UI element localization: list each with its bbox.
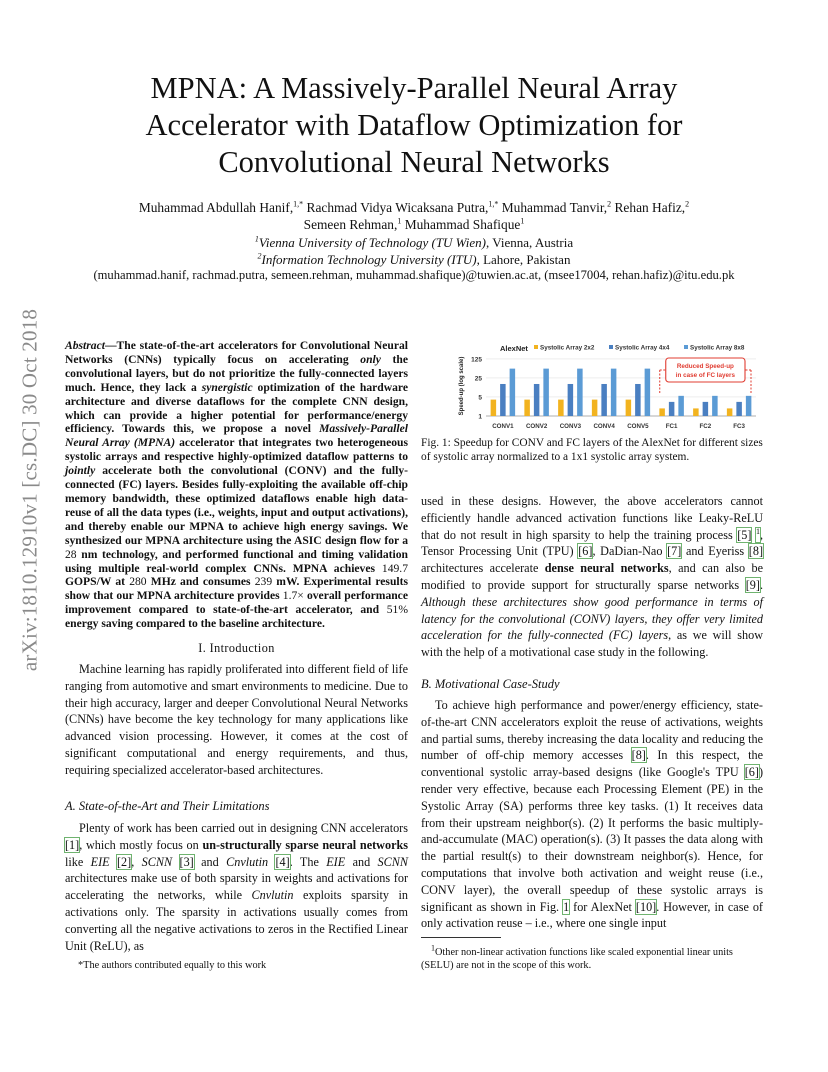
x-tick-label: CONV2	[525, 423, 548, 430]
bar	[626, 400, 632, 416]
bar	[746, 396, 752, 416]
title-line: MPNA: A Massively-Parallel Neural Array	[150, 71, 678, 105]
author-sup: 2	[685, 199, 690, 209]
bar	[635, 384, 641, 416]
x-tick-label: CONV4	[593, 423, 615, 430]
paper-title	[92, 70, 736, 181]
affiliation-1	[60, 234, 768, 251]
bar	[601, 384, 607, 416]
bar	[500, 384, 506, 416]
footnote-rule	[421, 937, 501, 938]
author-sup: 1,*	[293, 199, 304, 209]
figure-1	[454, 336, 764, 436]
subsection-title-a: A. State-of-the-Art and Their Limitations	[65, 799, 270, 813]
aff-location: , Vienna, Austria	[486, 235, 574, 250]
bar	[645, 369, 651, 416]
x-tick-label: FC2	[699, 423, 712, 430]
title-line: Accelerator with Dataflow Optimization for	[145, 108, 683, 142]
author-sup: 1	[520, 216, 525, 226]
bar	[659, 408, 665, 416]
author-name: Muhammad Abdullah Hanif,	[138, 200, 294, 215]
author-name: Rehan Hafiz,	[614, 200, 686, 215]
bar	[736, 402, 742, 416]
y-tick-label: 25	[474, 375, 482, 383]
bar	[611, 369, 617, 416]
y-tick-label: 125	[471, 356, 482, 364]
bar	[727, 408, 733, 416]
chart-title: AlexNet	[500, 344, 528, 353]
affiliation-2	[60, 251, 768, 268]
abstract-label: Abstract	[65, 339, 105, 352]
aff-location: , Lahore, Pakistan	[476, 252, 571, 267]
intro-paragraph: Machine learning has rapidly proliferated into different field of life ranging from automotive and smart environments to medicine. Due to their high accuracy, larger and deeper Convolutional Neural Networks (CNNs) have become the key technology for many applications like advanced vision processing. However, it comes at the cost of significant computational and energy requirements, and thus, requiring specialized accelerator-based architectures.	[65, 662, 408, 777]
x-tick-label: CONV5	[627, 423, 649, 430]
bar	[534, 384, 540, 416]
case-study-paragraph: To achieve high performance and power/energy efficiency, state-of-the-art CNN accelerators exploit the reuse of activations, weights and partial sums, thereby increasing the data locality and reducing the number of off-chip memory accesses [8]. In this respect, the conventional systolic array-based designs (like Google's TPU [6]) render very effective, because each Processing Element (PE) in the Systolic Array (SA) performs three key tasks. (1) It receives data from their upstream neighbor(s). (2) It performs the basic multiply-and-accumulate (MAC) operation(s). (3) It passes the data along with the partial result(s) to their downstream neighbor(s). Hence, for computations that involve both activation and weight reuse (i.e., CONV layer), the overall speedup of these systolic arrays is significant as shown in Fig. 1 for AlexNet [10]. However, in case of only activation reuse – i.e., where one single input	[421, 698, 763, 931]
legend-label: Systolic Array 4x4	[615, 344, 670, 352]
footnote-equal-contribution: *The authors contributed equally to this work	[78, 960, 267, 971]
x-tick-label: FC1	[665, 423, 678, 430]
legend-swatch	[684, 345, 688, 349]
y-tick-label: 5	[478, 394, 482, 402]
author-name: Muhammad Tanvir,	[501, 200, 608, 215]
aff-sup: 2	[257, 251, 262, 261]
y-axis-label: Speed-up (log scale)	[459, 356, 465, 416]
author-name: Rachmad Vidya Wicaksana Putra,	[306, 200, 489, 215]
author-sup: 1	[397, 216, 402, 226]
footnote-1	[421, 943, 763, 972]
section-title-introduction: I. Introduction	[198, 641, 275, 655]
bar	[558, 400, 564, 416]
annotation-text: in case of FC layers	[675, 372, 735, 379]
bar	[577, 369, 583, 416]
author-name: Semeen Rehman,	[303, 217, 398, 232]
x-tick-label: CONV3	[559, 423, 582, 430]
bar	[491, 400, 497, 416]
aff-sup: 1	[254, 234, 259, 244]
title-line: Convolutional Neural Networks	[218, 145, 610, 179]
x-tick-label: FC3	[733, 423, 745, 430]
author-sup: 2	[607, 199, 612, 209]
bar	[568, 384, 574, 416]
bar	[669, 402, 675, 416]
footnote-mark: 1	[431, 943, 435, 953]
arxiv-stamp	[6, 290, 54, 690]
legend-swatch	[609, 345, 613, 349]
abstract: Abstract—The state-of-the-art accelerators for Convolutional Neural Networks (CNNs) typically focus on accelerating only the convolutional layers, but do not prioritize the fully-connected layers much. Hence, they lack a synergistic optimization of the hardware architecture and diverse dataflows for the complete CNN design, which can provide a higher potential for performance/energy efficiency. Towards this, we propose a novel Massively-Parallel Neural Array (MPNA) accelerator that integrates two heterogeneous systolic arrays and respective highly-optimized dataflow patterns to jointly accelerate both the convolutional (CONV) and the fully-connected (FC) layers. Besides fully-exploiting the available off-chip memory bandwidth, these optimized dataflows enable high data-reuse of all the data types (i.e., weights, input and output activations), and thereby enable our MPNA to achieve high energy savings. We synthesized our MPNA architecture using the ASIC design flow for a 28 nm technology, and performed functional and timing validation using multiple real-world complex CNNs. MPNA achieves 149.7 GOPS/W at 280 MHz and consumes 239 mW. Experimental results show that our MPNA architecture provides 1.7× overall performance improvement compared to state-of-the-art accelerator, and 51% energy saving compared to the baseline architecture.	[65, 339, 409, 631]
authors-line-2	[60, 216, 768, 234]
legend-label: Systolic Array 2x2	[540, 344, 595, 352]
speedup-chart	[454, 336, 764, 436]
authors-line-1	[60, 199, 768, 217]
aff-name: Vienna University of Technology (TU Wien)	[258, 235, 487, 250]
bar	[693, 408, 699, 416]
y-tick-label: 1	[478, 413, 482, 421]
bar	[524, 400, 530, 416]
figure-1-caption: Fig. 1: Speedup for CONV and FC layers of the AlexNet for different sizes of systolic array normalized to a 1x1 systolic array system.	[421, 437, 763, 463]
legend-label: Systolic Array 8x8	[690, 344, 745, 352]
author-name: Muhammad Shafique	[404, 217, 521, 232]
bar	[510, 369, 516, 416]
bar	[543, 369, 549, 416]
footnote-text: Other non-linear activation functions like scaled exponential linear units (SELU) are not in the scope of this work.	[421, 947, 733, 971]
annotation-text: Reduced Speed-up	[676, 363, 734, 370]
author-sup: 1,*	[488, 199, 499, 209]
author-emails: (muhammad.hanif, rachmad.putra, semeen.rehman, muhammad.shafique)@tuwien.ac.at, (msee17004, rehan.hafiz)@itu.edu.pk	[93, 268, 735, 282]
bar	[712, 396, 718, 416]
bar	[678, 396, 684, 416]
subsection-title-b: B. Motivational Case-Study	[421, 677, 560, 691]
x-tick-label: CONV1	[492, 423, 514, 430]
aff-name: Information Technology University (ITU)	[261, 252, 477, 267]
bar	[703, 402, 709, 416]
legend-swatch	[534, 345, 538, 349]
continued-paragraph: used in these designs. However, the above accelerators cannot efficiently handle advanced activation functions like Leaky-ReLU that do not result in high sparsity to help the training process [5] $^1$, Tensor Processing Unit (TPU) [6], DaDian-Nao [7] and Eyeriss [8] architectures accelerate dense neural networks, and can also be modified to provide support for structurally sparse networks [9]. Although these architectures show good performance in terms of latency for the convolutional (CONV) layers, they offer very limited acceleration for the fully-connected (FC) layers, as we will show with the help of a motivational case study in the following.	[421, 494, 764, 660]
sota-paragraph: Plenty of work has been carried out in designing CNN accelerators [1], which mostly focus on un-structurally sparse neural networks like EIE [2], SCNN [3] and Cnvlutin [4]. The EIE and SCNN architectures make use of both sparsity in weights and activations for accelerating the networks, while Cnvlutin exploits sparsity in activations only. The sparsity in activations usually comes from converting all the negative activations to zeros in the Rectified Linear Unit (ReLU), as	[65, 821, 409, 953]
bar	[592, 400, 598, 416]
arxiv-stamp-text: arXiv:1810.12910v1 [cs.DC] 30 Oct 2018	[17, 308, 42, 672]
